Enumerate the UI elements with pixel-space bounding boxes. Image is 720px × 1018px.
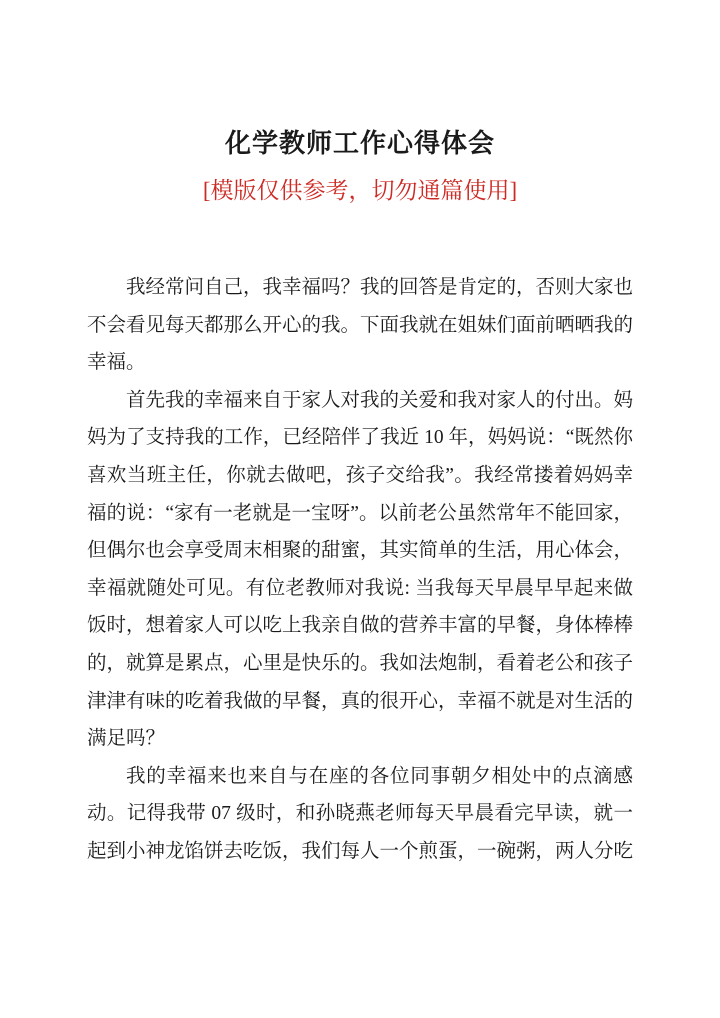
paragraph: 首先我的幸福来自于家人对我的关爱和我对家人的付出。妈妈为了支持我的工作，已经陪伴了我近 10 年，妈妈说：“既然你喜欢当班主任，你就去做吧，孩子交给我”。我经常搂着妈妈幸福的说：“家有一老就是一宝呀”。以前老公虽然常年不能回家，但偶尔也会享受周末相聚的甜蜜，其实简单的生活，用心体会，幸福就随处可见。有位老教师对我说: 当我每天早晨早早起来做饭时，想着家人可以吃上我亲自做的营养丰富的早餐，身体棒棒的，就算是累点，心里是快乐的。我如法炮制，看着老公和孩子津津有味的吃着我做的早餐，真的很开心，幸福不就是对生活的满足吗？ [87,389,634,750]
paragraph: 我的幸福来也来自与在座的各位同事朝夕相处中的点滴感动。记得我带 07 级时，和孙晓燕老师每天早晨看完早读，就一起到小神龙馅饼去吃饭，我们每人一个煎蛋，一碗粥，两人分吃 [87,765,634,862]
template-notice: [模版仅供参考，切勿通篇使用] [202,178,518,203]
document-title: 化学教师工作心得体会 [224,129,495,158]
document-body [87,269,633,871]
paragraph: 我经常问自己，我幸福吗？我的回答是肯定的，否则大家也不会看见每天都那么开心的我。下面我就在姐妹们面前晒晒我的幸福。 [87,277,634,374]
